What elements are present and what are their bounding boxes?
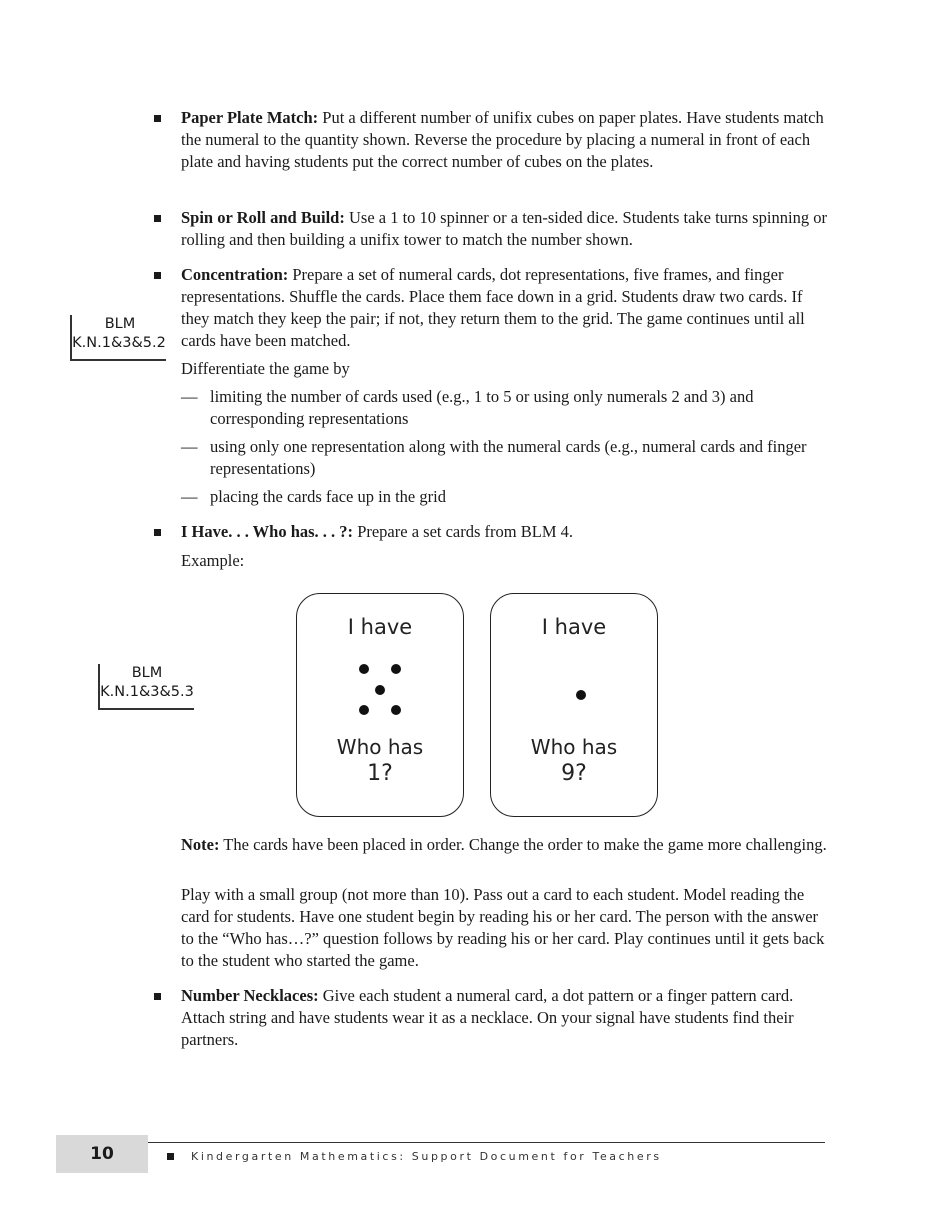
dot-icon — [576, 690, 586, 700]
footer-divider — [148, 1142, 825, 1143]
paper-plate-paragraph — [181, 107, 831, 173]
blm-label-line1: BLM — [104, 316, 136, 332]
necklaces-text: Give each student a numeral card, a dot pattern or a finger pattern card. Attach string and have students wear it as a necklace. On your signal have students find their partners. — [181, 986, 794, 1049]
note-text: The cards have been placed in order. Change the order to make the game more challenging. — [219, 835, 827, 854]
note-paragraph — [181, 834, 831, 856]
i-have-title: I Have. . . Who has. . . ?: — [181, 522, 354, 541]
i-have-paragraph — [181, 521, 831, 543]
necklaces-paragraph — [181, 985, 831, 1051]
bullet-icon — [154, 115, 161, 122]
dot-icon — [359, 664, 369, 674]
bullet-icon — [154, 272, 161, 279]
footer-title: Kindergarten Mathematics: Support Document for Teachers — [191, 1150, 662, 1163]
bullet-icon — [154, 215, 161, 222]
list-item-text: limiting the number of cards used (e.g., 1 to 5 or using only numerals 2 and 3) and corresponding representations — [210, 387, 754, 428]
card-who-text: Who has — [336, 735, 424, 759]
footer-bullet-icon — [167, 1153, 174, 1160]
differentiate-text: Differentiate the game by — [181, 359, 350, 378]
dot-icon — [391, 664, 401, 674]
card-answer: 1? — [367, 761, 393, 786]
card-who-text: Who has — [530, 735, 618, 759]
note-title: Note: — [181, 835, 220, 854]
card-top-text: I have — [541, 615, 607, 639]
spin-roll-text: Use a 1 to 10 spinner or a ten-sided dice. Students take turns spinning or rolling and then building a unifix tower to match the number shown. — [181, 208, 827, 249]
concentration-paragraph — [181, 264, 831, 352]
example-label: Example: — [181, 551, 245, 570]
concentration-title: Concentration: — [181, 265, 289, 284]
dot-icon — [359, 705, 369, 715]
blm-label-line2: K.N.1&3&5.3 — [100, 684, 194, 700]
example-card — [296, 593, 464, 817]
card-answer: 9? — [561, 761, 587, 786]
play-paragraph: Play with a small group (not more than 10). Pass out a card to each student. Model reading the card for students. Have one student begin by reading his or her card. The person with the answer to the “Who has…?” question follows by reading his or her card. Play continues until it gets back to the student who started the game. — [181, 885, 825, 970]
dot-icon — [391, 705, 401, 715]
bullet-icon — [154, 993, 161, 1000]
concentration-text: Prepare a set of numeral cards, dot representations, five frames, and finger representations. Shuffle the cards. Place them face down in a grid. Students draw two cards. If they match they keep the pair; if not, they return them to the grid. The game continues until all cards have been matched. — [181, 265, 805, 350]
dash-icon: — — [181, 387, 198, 406]
necklaces-title: Number Necklaces: — [181, 986, 319, 1005]
list-item-text: using only one representation along with the numeral cards (e.g., numeral cards and finger representations) — [210, 437, 807, 478]
spin-roll-title: Spin or Roll and Build: — [181, 208, 345, 227]
paper-plate-title: Paper Plate Match: — [181, 108, 319, 127]
dot-icon — [375, 685, 385, 695]
blm-label — [98, 664, 194, 710]
page-number: 10 — [56, 1135, 148, 1173]
paper-plate-text: Put a different number of unifix cubes on paper plates. Have students match the numeral to the quantity shown. Reverse the procedure by placing a numeral in front of each plate and having students put the correct number of cubes on the plates. — [181, 108, 824, 171]
blm-label — [70, 315, 166, 361]
dash-icon: — — [181, 487, 198, 506]
blm-label-line2: K.N.1&3&5.2 — [72, 335, 166, 351]
list-item-text: placing the cards face up in the grid — [210, 487, 446, 506]
i-have-text: Prepare a set cards from BLM 4. — [353, 522, 573, 541]
bullet-icon — [154, 529, 161, 536]
dash-icon: — — [181, 437, 198, 456]
spin-roll-paragraph — [181, 207, 831, 251]
example-card — [490, 593, 658, 817]
card-top-text: I have — [347, 615, 413, 639]
blm-label-line1: BLM — [131, 665, 163, 681]
